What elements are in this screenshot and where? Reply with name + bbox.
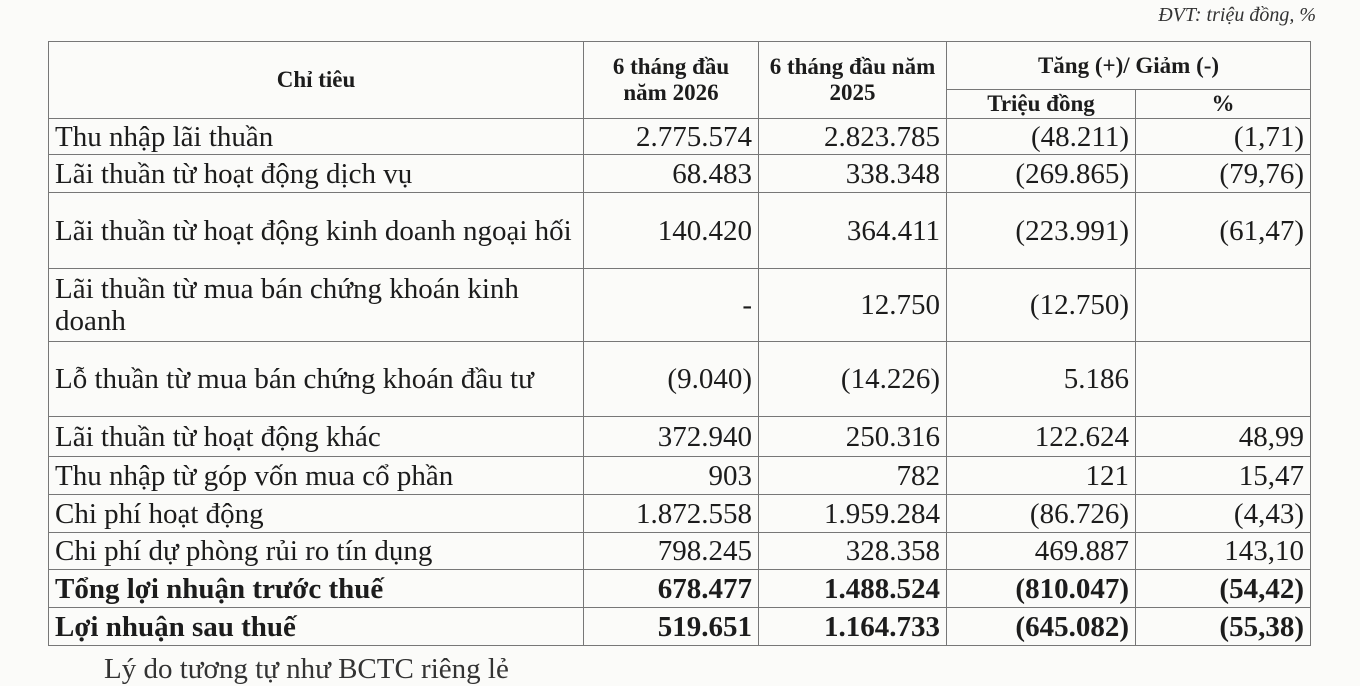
table-row [49,342,1311,417]
cell-change: 5.186 [947,342,1136,417]
footer-note: Lý do tương tự như BCTC riêng lẻ [104,653,509,685]
cell-2026: 903 [584,457,759,495]
row-label: Lãi thuần từ hoạt động kinh doanh ngoại hối [49,193,584,269]
cell-2025: 328.358 [759,533,947,570]
cell-2026: 1.872.558 [584,495,759,533]
financial-comparison-table [48,41,1311,646]
cell-2025: (14.226) [759,342,947,417]
header-h1-2026: 6 tháng đầu năm 2026 [584,42,759,119]
cell-change: (86.726) [947,495,1136,533]
cell-change: (48.211) [947,119,1136,155]
row-label: Lợi nhuận sau thuế [49,608,584,646]
cell-2026: - [584,269,759,342]
table-row [49,193,1311,269]
table-row [49,608,1311,646]
table-row [49,457,1311,495]
cell-percent [1136,269,1311,342]
cell-2026: 372.940 [584,417,759,457]
cell-2025: 250.316 [759,417,947,457]
header-h1-2025: 6 tháng đầu năm 2025 [759,42,947,119]
cell-change: 121 [947,457,1136,495]
cell-change: 469.887 [947,533,1136,570]
cell-change: (269.865) [947,155,1136,193]
row-label: Lãi thuần từ mua bán chứng khoán kinh doanh [49,269,584,342]
header-indicator: Chỉ tiêu [49,42,584,119]
cell-2025: 1.488.524 [759,570,947,608]
cell-2026: 68.483 [584,155,759,193]
cell-2026: 678.477 [584,570,759,608]
row-label: Lãi thuần từ hoạt động dịch vụ [49,155,584,193]
cell-2026: 140.420 [584,193,759,269]
cell-percent: (4,43) [1136,495,1311,533]
row-label: Chi phí hoạt động [49,495,584,533]
table-row [49,570,1311,608]
cell-2025: 364.411 [759,193,947,269]
row-label: Thu nhập lãi thuần [49,119,584,155]
header-change-percent: % [1136,90,1311,119]
cell-2025: 1.959.284 [759,495,947,533]
cell-change: (223.991) [947,193,1136,269]
cell-percent [1136,342,1311,417]
cell-percent: (61,47) [1136,193,1311,269]
cell-2025: 782 [759,457,947,495]
cell-percent: (55,38) [1136,608,1311,646]
header-change-amount: Triệu đồng [947,90,1136,119]
table-row [49,417,1311,457]
cell-2026: (9.040) [584,342,759,417]
cell-percent: 143,10 [1136,533,1311,570]
table-row [49,119,1311,155]
row-label: Lỗ thuần từ mua bán chứng khoán đầu tư [49,342,584,417]
cell-percent: (79,76) [1136,155,1311,193]
cell-percent: 15,47 [1136,457,1311,495]
unit-note: ĐVT: triệu đồng, % [1158,4,1316,26]
cell-2025: 12.750 [759,269,947,342]
cell-change: (645.082) [947,608,1136,646]
cell-percent: 48,99 [1136,417,1311,457]
cell-2026: 519.651 [584,608,759,646]
row-label: Thu nhập từ góp vốn mua cổ phần [49,457,584,495]
table-row [49,269,1311,342]
cell-2026: 798.245 [584,533,759,570]
row-label: Lãi thuần từ hoạt động khác [49,417,584,457]
header-change: Tăng (+)/ Giảm (-) [947,42,1311,90]
cell-2025: 1.164.733 [759,608,947,646]
table-row [49,533,1311,570]
cell-2025: 338.348 [759,155,947,193]
cell-change: 122.624 [947,417,1136,457]
row-label: Tổng lợi nhuận trước thuế [49,570,584,608]
cell-percent: (1,71) [1136,119,1311,155]
cell-2025: 2.823.785 [759,119,947,155]
cell-percent: (54,42) [1136,570,1311,608]
table-row [49,495,1311,533]
cell-2026: 2.775.574 [584,119,759,155]
table-row [49,155,1311,193]
row-label: Chi phí dự phòng rủi ro tín dụng [49,533,584,570]
cell-change: (810.047) [947,570,1136,608]
cell-change: (12.750) [947,269,1136,342]
